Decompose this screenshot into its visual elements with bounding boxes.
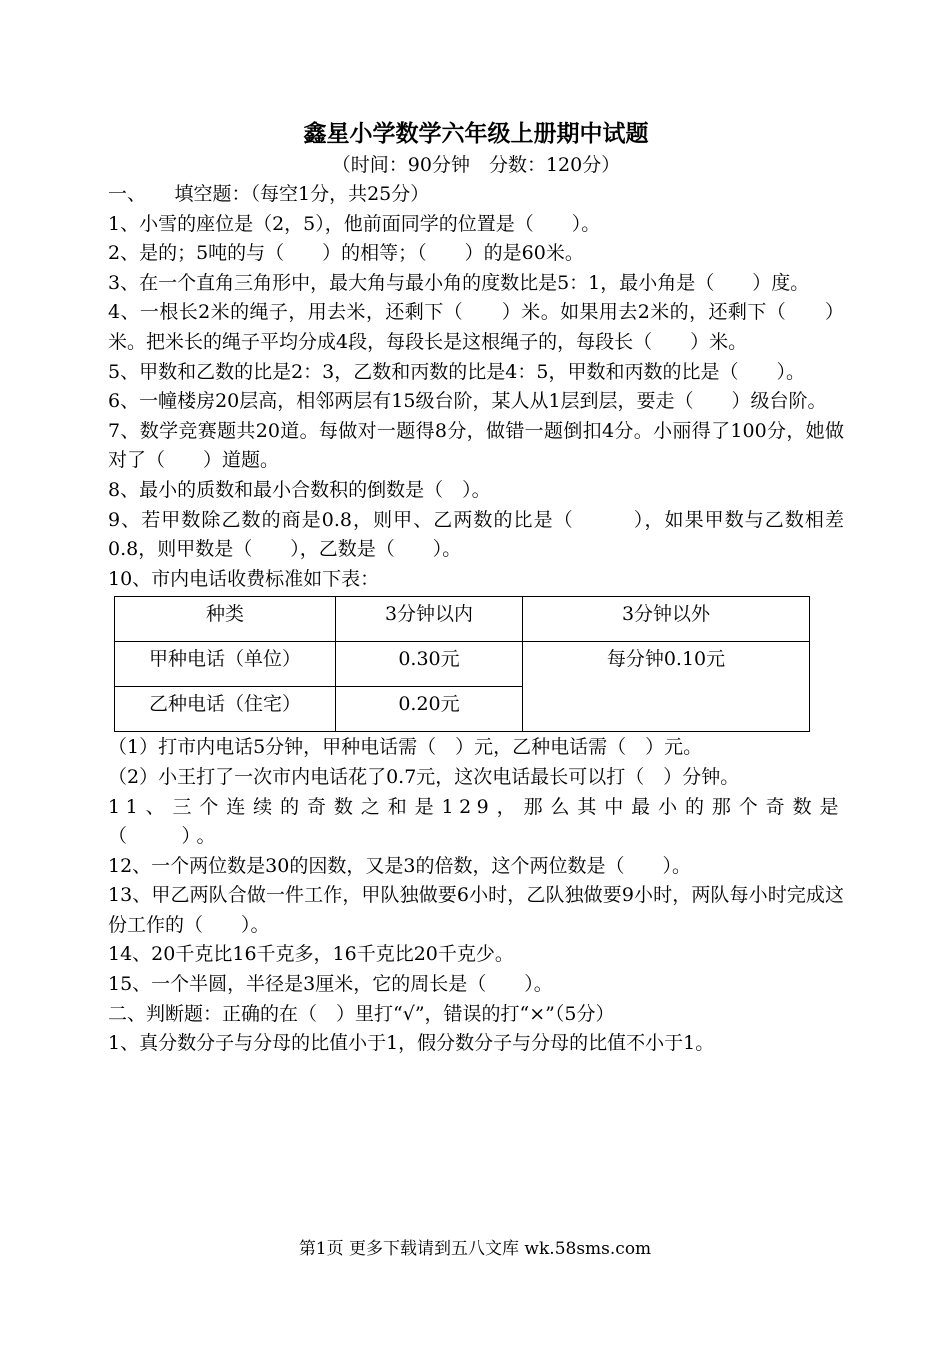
question-15: 15、一个半圆，半径是3厘米，它的周长是（ ）。 bbox=[108, 973, 553, 996]
page-title: 鑫星小学数学六年级上册期中试题 bbox=[303, 121, 649, 147]
table-cell: 甲种电话（单位） bbox=[115, 642, 336, 687]
question-5: 5、甲数和乙数的比是2：3，乙数和丙数的比是4：5，甲数和丙数的比是（ ）。 bbox=[108, 360, 805, 383]
question-10: 10、市内电话收费标准如下表： bbox=[108, 567, 380, 590]
question-11: 11、三个连续的奇数之和是129，那么其中最小的那个奇数是（ ）。 bbox=[108, 795, 844, 848]
table-header-cell: 3分钟以外 bbox=[523, 597, 810, 642]
table-cell: 0.20元 bbox=[336, 687, 523, 732]
table-header-row bbox=[115, 597, 810, 642]
question-3: 3、在一个直角三角形中，最大角与最小角的度数比是5：1，最小角是（ ）度。 bbox=[108, 271, 810, 294]
section-heading-fill-in: 一、 填空题：（每空1分，共25分） bbox=[108, 183, 430, 205]
question-4: 4、一根长2米的绳子，用去米，还剩下（ ）米。如果用去2米的，还剩下（ ）米。把米长的绳子平均分成4段，每段长是这根绳子的，每段长（ ）米。 bbox=[108, 301, 844, 353]
question-12: 12、一个两位数是30的因数，又是3的倍数，这个两位数是（ ）。 bbox=[108, 854, 691, 877]
page-footer: 第1页 更多下载请到五八文库 wk.58sms.com bbox=[298, 1239, 652, 1259]
question-6: 6、一幢楼房20层高，相邻两层有15级台阶，某人从1层到层，要走（ ）级台阶。 bbox=[108, 390, 827, 413]
question-8: 8、最小的质数和最小合数积的倒数是（ ）。 bbox=[108, 478, 491, 501]
table-cell: 乙种电话（住宅） bbox=[115, 687, 336, 732]
question-7: 7、数学竞赛题共20道。每做对一题得8分，做错一题倒扣4分。小丽得了100分，她做对了（ ）道题。 bbox=[108, 419, 844, 472]
question-9: 9、若甲数除乙数的商是0.8，则甲、乙两数的比是（ ），如果甲数与乙数相差0.8，则甲数是（ ），乙数是（ ）。 bbox=[108, 508, 844, 561]
question-13: 13、甲乙两队合做一件工作，甲队独做要6小时，乙队独做要9小时，两队每小时完成这份工作的（ ）。 bbox=[108, 884, 844, 936]
exam-subtitle: （时间：90分钟 分数：120分） bbox=[331, 154, 621, 176]
table-header-cell: 3分钟以内 bbox=[336, 597, 523, 642]
question-10-part-1: （1）打市内电话5分钟，甲种电话需（ ）元，乙种电话需（ ）元。 bbox=[108, 736, 703, 759]
true-false-question-1: 1、真分数分子与分母的比值小于1，假分数分子与分母的比值不小于1。 bbox=[108, 1032, 715, 1055]
table-row bbox=[115, 642, 810, 687]
phone-fee-table bbox=[114, 596, 810, 732]
table-cell: 0.30元 bbox=[336, 642, 523, 687]
question-1: 1、小雪的座位是（2，5），他前面同学的位置是（ ）。 bbox=[108, 212, 601, 235]
section-heading-true-false: 二、判断题：正确的在（ ）里打“√”，错误的打“×”（5分） bbox=[108, 1002, 615, 1025]
question-10-part-2: （2）小王打了一次市内电话花了0.7元，这次电话最长可以打（ ）分钟。 bbox=[108, 765, 740, 788]
exam-page bbox=[108, 118, 844, 1059]
question-14: 14、20千克比16千克多，16千克比20千克少。 bbox=[108, 943, 514, 966]
question-2: 2、是的；5吨的与（ ）的相等；（ ）的是60米。 bbox=[108, 242, 584, 265]
table-header-cell: 种类 bbox=[115, 597, 336, 642]
table-merged-cell: 每分钟0.10元 bbox=[523, 642, 810, 732]
